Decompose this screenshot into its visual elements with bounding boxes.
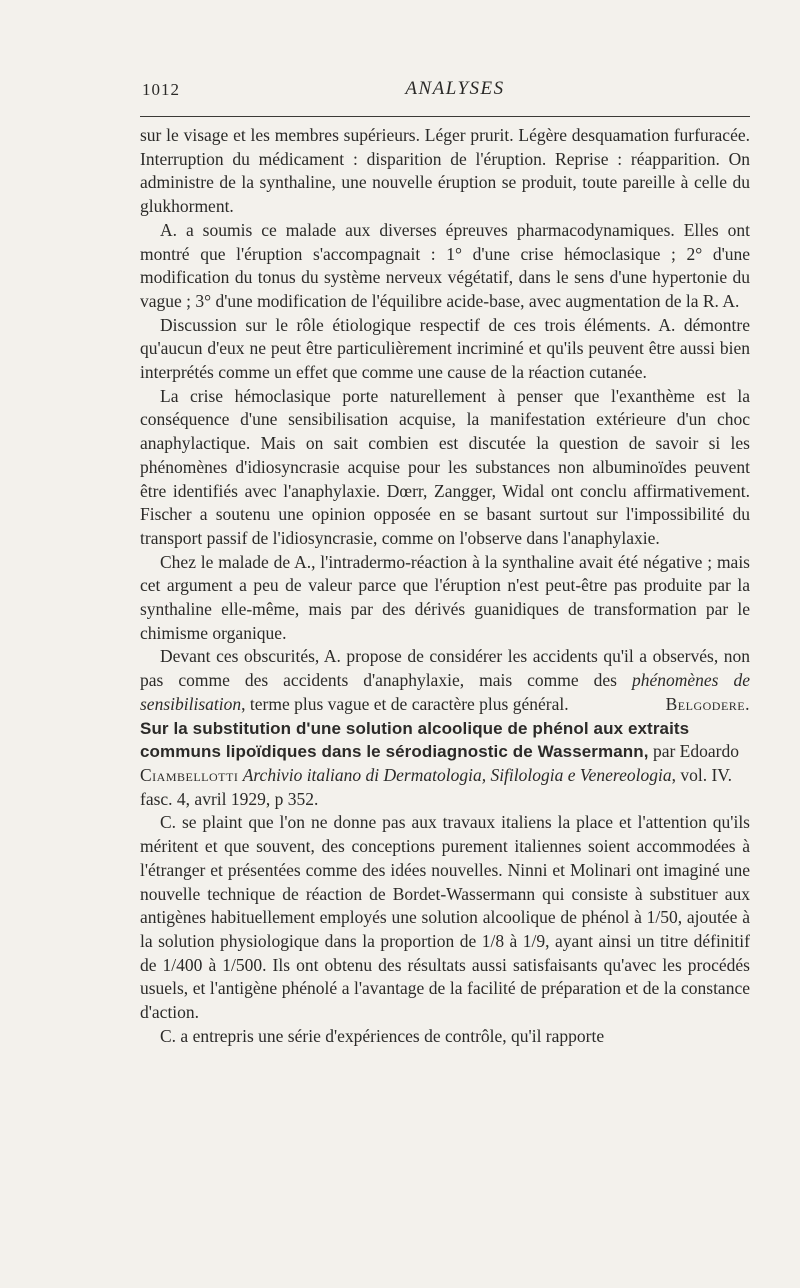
- paragraph: La crise hémoclasique porte naturellement à penser que l'exanthème est la conséquence d'une sensibilisation acquise, la manifestation extérieure d'un choc anaphylactique. Mais on sait combien est discutée la question de savoir si les phénomènes d'idiosyncrasie acquise pour les substances non albuminoïdes peuvent être identifiés avec l'anaphylaxie. Dœrr, Zangger, Widal ont conclu affirmativement. Fischer a soutenu une opinion opposée en se basant surtout sur l'impossibilité du transport passif de l'idiosyncrasie, comme on l'observe dans l'anaphylaxie.: [140, 385, 750, 548]
- text-run: Devant ces obscurités, A. propose de considérer les accidents qu'il a observés, non pas comme des accidents d'anaphylaxie, mais comme des: [140, 646, 750, 691]
- paragraph: A. a soumis ce malade aux diverses épreuves pharmacodynamiques. Elles ont montré que l'éruption s'accompagnait : 1° d'une crise hémoclasique ; 2° d'une modification du tonus du système nerveux végétatif, dans le sens d'une hypertonie du vague ; 3° d'une modification de l'équilibre acide-base, avec augmentation de la R. A.: [140, 219, 750, 311]
- paragraph: C. se plaint que l'on ne donne pas aux travaux italiens la place et l'attention qu'ils méritent et que souvent, des conceptions purement italiennes soient accommodées à l'étranger et présentées comme des idées nouvelles. Ninni et Molinari ont imaginé une nouvelle technique de réaction de Bordet-Wassermann qui consiste à substituer aux antigènes habituellement employés une solution alcoolique de phénol à 1/50, ajoutée à la solution physiologique dans la proportion de 1/8 à 1/9, ayant ainsi un titre définitif de 1/400 à 1/500. Ils ont obtenu des résultats aussi satisfaisants qu'avec les procédés usuels, et l'antigène phénolé a l'avantage de la facilité de préparation et de la constance d'action.: [140, 812, 750, 1023]
- article-heading: Sur la substitution d'une solution alcoolique de phénol aux extraits communs lipoïdiques dans le sérodiagnostic de Wassermann,: [140, 718, 690, 762]
- author-name: Ciambellotti: [140, 764, 239, 785]
- body-text: [140, 124, 750, 1048]
- paragraph: C. a entrepris une série d'expériences de contrôle, qu'il rapporte: [160, 1025, 605, 1046]
- header-rule: [140, 116, 750, 117]
- italic-term: phénomènes de sensibilisation: [140, 670, 750, 714]
- paragraph: sur le visage et les membres supérieurs. Léger prurit. Légère desquamation furfuracée. Interruption du médicament : disparition de l'éruption. Reprise : réapparition. On administre de la synthaline, une nouvelle éruption se produit, toute pareille à celle du glukhorment.: [140, 125, 750, 217]
- paragraph: Chez le malade de A., l'intradermo-réaction à la synthaline avait été négative ; mais cet argument a peu de valeur parce que l'éruption n'est peut-être pas produite par la synthaline elle-même, mais par des dérivés guanidiques de transformation par le chimisme organique.: [140, 551, 750, 643]
- article-title: [140, 717, 750, 812]
- page-header: [140, 78, 750, 108]
- journal-name: Archivio italiano di Dermatologia, Sifilologia e Venereologia: [242, 764, 672, 785]
- byline: par Edoardo: [648, 741, 739, 762]
- signature: Belgodere.: [665, 693, 750, 714]
- page-number: 1012: [142, 80, 180, 99]
- text-run: , terme plus vague et de caractère plus général.: [241, 693, 569, 714]
- paragraph: [140, 645, 750, 716]
- running-title: ANALYSES: [405, 78, 505, 99]
- citation: , vol. IV. fasc. 4, avril 1929, p 352.: [140, 764, 733, 809]
- paragraph: Discussion sur le rôle étiologique respectif de ces trois éléments. A. démontre qu'aucun d'eux ne peut être particulièrement incriminé et qu'ils peuvent être aussi bien interprétés comme un effet que comme une cause de la réaction cutanée.: [140, 314, 750, 383]
